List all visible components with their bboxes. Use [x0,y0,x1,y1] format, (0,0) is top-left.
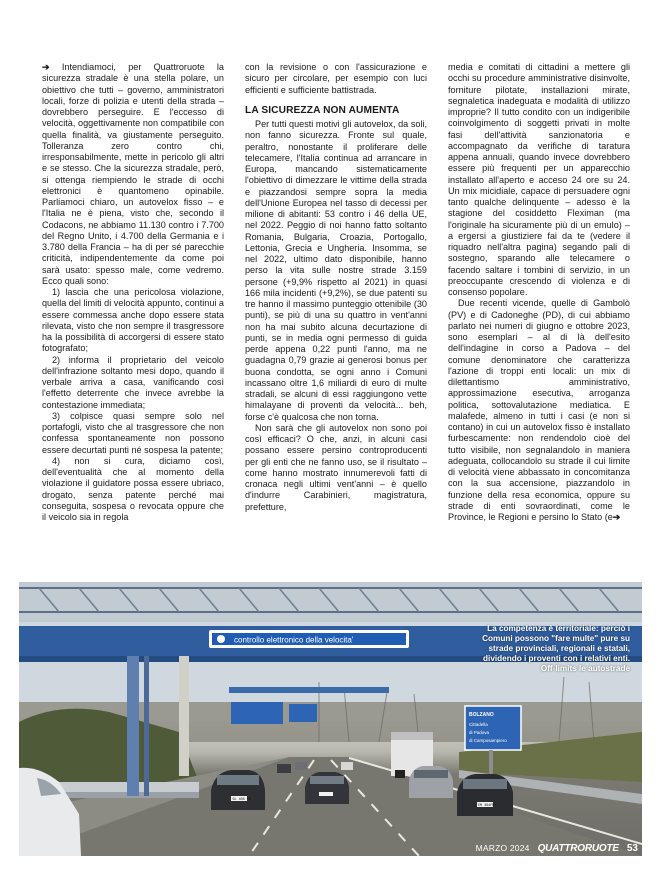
paragraph-text: Intendiamoci, per Quattroruote la sicurezza stradale è una stella polare, un obiettivo che tutti – governo, amministratori locali, forze di polizia e utenti della strada – dovrebbero perseguire. E l'eccesso di velocità, oggettivamente non compatibile con quella finalità, va giustamente perseguito. Tolleranza zero contro chi, irresponsabilmente, mette in pericolo gli altri e se stesso. Che la sicurezza stradale, però, si ottenga riempiendo le strade di occhi elettronici è quantomeno opinabile. Parliamoci chiaro, un autovelox fisso – e l'Italia ne è piena, visto che, secondo il Codacons, ne abbiamo 11.130 contro i 7.700 del Regno Unito, i 4.700 della Germania e i 3.780 della Francia – ha di per sé parecchie criticità, indipendentemente da come poi sarà usato: spesso male, come vedremo. Ecco quali sono: [42,62,224,286]
arrow-right-icon: ➔ [612,512,621,522]
column-2 [245,62,427,574]
sign-text: BOLZANO [469,712,494,718]
column-3 [448,62,630,574]
article-body [42,62,630,574]
photo-caption: La competenza è territoriale: perciò i Comuni possono "fare multe" pure su strade provinciali, regionali e statali, dividendo i proventi con i relativi enti. Off-limits le autostrade [482,624,630,673]
car-left [211,770,265,810]
issue-date: MARZO 2024 [475,843,530,853]
sign-text: di Camposampiero [469,738,507,743]
car-center [305,772,349,804]
license-plate: EM 384FB [478,804,495,808]
column-1 [42,62,224,574]
paragraph [448,298,630,523]
car-right-silver [409,766,453,798]
paragraph: Per tutti questi motivi gli autovelox, da soli, non fanno sicurezza. Fronte sul quale, peraltro, nonostante il proliferare delle telecamere, l'Italia continua ad arrancare in Europa, mancando sistematicamente l'obiettivo di dimezzare le vittime della strada e piazzandosi sempre sopra la media dell'Unione Europea nel tasso di decessi per milione di abitanti: 53 contro i 46 della UE, nel 2022. Peggio di noi hanno fatto soltanto Romania, Bulgaria, Croazia, Portogallo, Lettonia, Grecia e Ungheria. Insomma, se nel 2022, ultimo dato disponibile, hanno perso la vita sulle nostre strade 3.159 persone (+9,9% rispetto al 2021) in quasi 166 mila incidenti (+9,2%), se due patenti su tre hanno il massimo punteggio ottenibile (30 punti), se più di una su quattro in vent'anni non ha mai subito alcuna decurtazione di punti, se in media ogni permesso di guida perde appena 0,22 punti l'anno, ma ne guadagna 0,79 grazie ai generosi bonus per buona condotta, se ogni anno i Comuni incassano oltre 1,6 miliardi di euro di multe stradali, se alcuni di essi raggiungono vette himalayane di proventi da velocità... beh, forse c'è qualcosa che non torna. [245,119,427,422]
paragraph: Non sarà che gli autovelox non sono poi così efficaci? O che, anzi, in alcuni casi possano essere persino controproducenti per gli enti che ne fanno uso, se il risultato – come hanno mostrato innumerevoli fatti di cronaca negli ultimi vent'anni – è quello d'indurre Carabinieri, magistratura, prefetture, [245,422,427,512]
paragraph [42,62,224,287]
magazine-logo: QUATTRORUOTE [537,842,619,854]
road-photo [19,582,642,856]
page-footer [476,840,638,856]
paragraph: 1) lascia che una pericolosa violazione, quella del limiti di velocità appunto, continui a essere commessa anche dopo essere stata rilevata, visto che non sempre il trasgressore ha la possibilità di accorgersi di essere stato fotografato; [42,287,224,354]
paragraph: 2) informa il proprietario del veicolo dell'infrazione soltanto mesi dopo, quando il verbale arriva a casa, vanificando così l'effetto deterrente che invece avrebbe la contestazione immediata; [42,354,224,410]
paragraph: 3) colpisce quasi sempre solo nel portafogli, visto che al trasgressore che non confessa spontaneamente non possono essere decurtati punti né sospesa la patente; [42,410,224,455]
paragraph-text: Due recenti vicende, quelle di Gambolò (PV) e di Cadoneghe (PD), di cui abbiamo parlato nei numeri di giugno e ottobre 2023, sono esemplari – al di là dell'esito dell'indagine in corso a Padova – del comune denominatore che caratterizza l'azione di troppi enti locali: un mix di dilettantismo amministrativo, approssimazione esecutiva, arroganza politica, sottovalutazione mediatica. E malafede, almeno in tutti i casi (e non si contano) in cui un autovelox fisso è installato furbescamente: non rendendolo cioè del tutto visibile, non segnalandolo in maniera adeguata, collocandolo su strade il cui limite di velocità viene abbassato in concomitanza con la sua accensione, piazzandolo in funzione della resa economica, oppure su strade di enti sovraordinati, come le Province, le Regioni e persino lo Stato (e [448,298,630,522]
car-right-dark [457,774,513,816]
license-plate: GL 408 FK [232,798,251,802]
page-number: 53 [626,842,638,854]
arrow-right-icon: ➔ [42,62,50,72]
camera-icon [217,635,225,643]
gantry-sign-text: controllo elettronico della velocita' [234,635,354,645]
sign-text: di Padova [469,730,490,735]
sign-text: Cittadella [469,722,488,727]
section-heading: LA SICUREZZA NON AUMENTA [245,104,400,116]
paragraph: media e comitati di cittadini a mettere gli occhi su procedure amministrative disinvolte, forniture pilotate, installazioni mirate, segnaletica inadeguata e modalità di utilizzo improprie? Il tutto condito con un indigeribile coinvolgimento di soggetti privati in molte fasi dell'attività sanzionatoria e accompagnato da verifiche di taratura appena annuali, quando invece dovrebbero essere più frequenti per un apparecchio installato all'aperto e acceso 24 ore su 24. Un mix micidiale, capace di persuadere ogni tanto qualche delinquente – adesso è la stagione del cosiddetto Fleximan (ma l'originale ha sicuramente più di un emulo) – a ergersi a giustiziere fai da te (vedere il riquadro nell'altra pagina) segando pali di sostegno, sparando alle telecamere o facendo saltare i tombini di servizio, in un preoccupante crescendo di violenza e di consenso popolare. [448,62,630,297]
paragraph: 4) non si cura, diciamo così, dell'eventualità che al momento della violazione il guidatore possa essere ubriaco, drogato, senza patente perché mai conseguita, sospesa o revocata oppure che il veicolo sia in regola [42,455,224,522]
paragraph: con la revisione o con l'assicurazione e sicuro per circolare, per esempio con luci efficienti e sufficiente battistrada. [245,62,427,95]
